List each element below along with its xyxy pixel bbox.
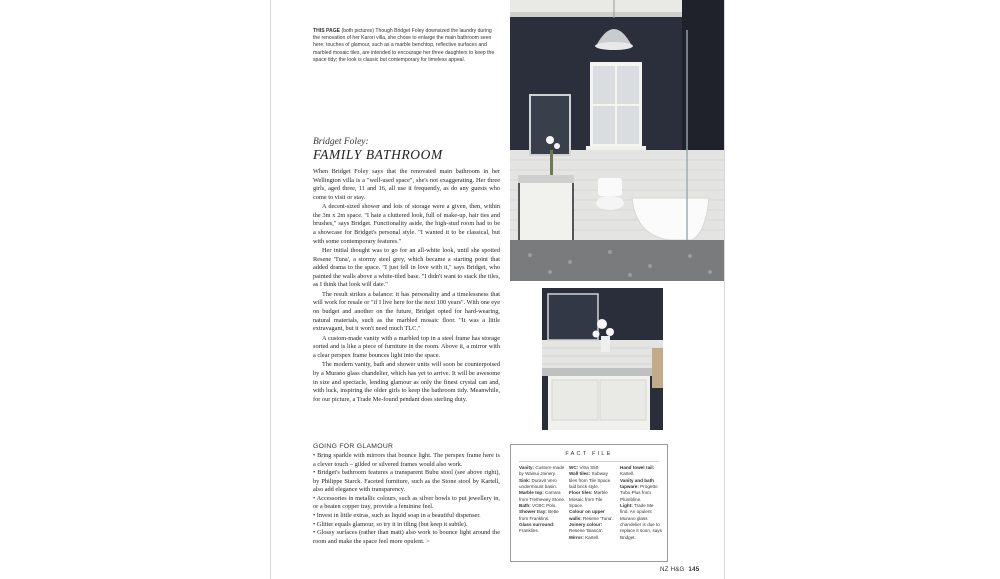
fact-entry: Mirror: Kartell. bbox=[569, 534, 600, 540]
fact-entry: Sink: Duravit Vero undermount basin. bbox=[519, 477, 558, 489]
article-title: FAMILY BATHROOM bbox=[313, 147, 443, 162]
publication-name: NZ H&G bbox=[660, 566, 685, 573]
fact-entry: Bath: VCBC Polo. bbox=[519, 502, 557, 508]
fact-file-column-3 bbox=[620, 465, 663, 541]
caption-text: (both pictures) Though Bridget Foley downsized the laundry during the renovation of her Karori villa, she chose to enlarge the main bathroom seen here; touches of glamour, such as a marble benchtop, reflective surfaces and marbled mosaic tiles, are intended to encourage her three daughters to keep the space tidy; the look is classic but contemporary for timeless appeal. bbox=[313, 28, 495, 63]
page-number: 145 bbox=[688, 566, 700, 573]
tip-item: • Accessories in metallic colours, such as silver bowls to put jewellery in, or a beaten copper tray, provide a feminine feel. bbox=[313, 494, 500, 511]
fact-entry: Marble top: Carrara from Trethewey Stone. bbox=[519, 490, 566, 502]
fact-entry: Colour on upper walls: Resene 'Tuna'. bbox=[569, 509, 614, 521]
body-paragraph: The modern vanity, bath and shower units will soon be counterpoised by a Murano glass chandelier, which has yet to arrive. It will be awesome in size and spectacle, lending glamour as only the finest crystal can and, with luck, inspiring the older girls to keep the bathroom tidy. Meanwhile, for our picture, a Trade Me-found pendant does sterling duty. bbox=[313, 361, 500, 403]
fact-entry: Floor tiles: Marble Mosaic from Tile Space. bbox=[569, 490, 608, 508]
tip-item: • Glossy surfaces (rather than matt) also work to bounce light around the room and make the space feel more opulent. > bbox=[313, 529, 500, 545]
tips-list bbox=[313, 452, 500, 546]
fact-entry: Hand towel rail: Kartell. bbox=[620, 465, 655, 477]
body-paragraph: A custom-made vanity with a marbled top in a steel frame has storage sorted and is like a piece of furniture in the room. Above it, a mirror with a clear perspex frame bounces light into the space. bbox=[313, 334, 500, 359]
fact-file-column-2 bbox=[569, 465, 617, 541]
vanity-photo-image bbox=[542, 288, 663, 430]
fact-entry: Wall tiles: Subway tiles from Tile Space laid brick style. bbox=[569, 471, 611, 489]
fact-entry: Vanity: Custom-made by Wainui Joinery. bbox=[519, 465, 565, 477]
caption-lead: THIS PAGE bbox=[313, 28, 341, 34]
tip-item: • Glitter equals glamour, so try it in tiling (but keep it subtle). bbox=[313, 520, 468, 528]
fact-file-title: FACT FILE bbox=[565, 451, 613, 457]
body-paragraph: A decent-sized shower and lots of storage were a given, then, within the 3m x 2m space. "I hate a cluttered look, full of make-up, hair ties and brushes," says Bridget. Functionality aside, the high-stud room had to be a showcase for Bridget's personal style. "I wanted it to be classical, but with some contemporary features." bbox=[313, 203, 500, 245]
fact-entry: Glass surround: Franklins. bbox=[519, 521, 555, 534]
tip-item: • Invest in little extras, such as liquid soap in a beautiful dispenser. bbox=[313, 511, 481, 519]
fact-entry: Light: Trade Me find. An opulent Murano glass chandelier is due to replace it soon, says Bridget. bbox=[620, 502, 662, 540]
tip-item: • Bring sparkle with mirrors that bounce light. The perspex frame here is a clever touch – gilded or silvered frames would also work. bbox=[313, 452, 500, 468]
fact-entry: Vanity and bath tapware: Progetto Tubo Plus from Plumbline. bbox=[620, 477, 658, 502]
bathroom-photo-main-image bbox=[510, 0, 724, 281]
tips-heading: GOING FOR GLAMOUR bbox=[313, 443, 394, 450]
body-paragraph: When Bridget Foley says that the renovated main bathroom in her Wellington villa is a "well-used space", she's not exaggerating. Her three girls, aged three, 11 and 16, all use it frequently, as do any guests who come to visit or stay. bbox=[313, 168, 500, 201]
fact-entry: Shower tray: Bette from Franklins. bbox=[519, 509, 559, 521]
photo-caption bbox=[313, 28, 498, 64]
body-paragraph: The result strikes a balance: it has personality and a timelessness that will work for resale or "if I live here for the next 100 years". With one eye on budget and another on the future, Bridget opted for hard-wearing, natural materials, such as the marbled mosaic floor. "It was a little extravagant, but it won't need much TLC." bbox=[313, 290, 500, 333]
tip-item: • Bridget's bathroom features a transparent Bubu stool (see above right), by Philippe Starck. Faceted furniture, such as the Stone stool by Kartell, also add elegance with transparency. bbox=[313, 469, 500, 494]
page-folio bbox=[660, 566, 699, 573]
body-paragraph: Her initial thought was to go for an all-white look, until she spotted Resene 'Tuna', a stormy steel grey, which became a starting point that added drama to the space. "I just fell in love with it," says Bridget, who painted the walls above a white-tiled base. "I didn't want to stack the tiles, as I think that look will date." bbox=[313, 247, 500, 289]
article-kicker: Bridget Foley: bbox=[313, 137, 369, 147]
vanity-photo bbox=[542, 288, 663, 430]
fact-entry: Joinery colour: Resene 'Bianca'. bbox=[569, 521, 604, 534]
article-body bbox=[313, 168, 500, 405]
bathroom-photo-main bbox=[510, 0, 724, 281]
fact-file-divider bbox=[519, 461, 659, 462]
fact-entry: WC: Vitra S50. bbox=[569, 465, 600, 470]
fact-file-box bbox=[510, 444, 668, 562]
fact-file-column-1 bbox=[519, 465, 566, 535]
